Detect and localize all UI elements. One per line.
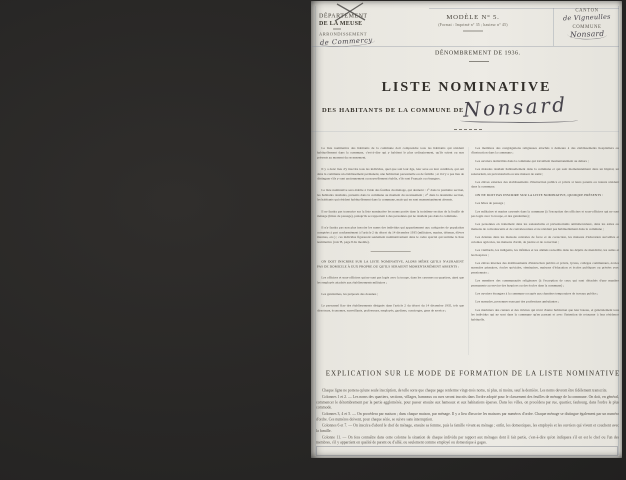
section-separator [370, 251, 410, 252]
instruction-section-heading: ON DOIT INSCRIRE SUR LA LISTE NOMINATIVE, ALORS MÊME QU'ILS N'AURAIENT PAS DE DOMICILE À EUX PROPRE OU QU'ILS SERAIENT MOMENTANÉMENT ABSENTS : [317, 259, 464, 269]
form-format-note: (Format : Imprimé n° 35 ; hauteur n° 45) [438, 22, 508, 27]
page-title: LISTE NOMINATIVE [381, 80, 552, 95]
form-model-box [423, 13, 523, 39]
instruction-item: Les hôtes de passage ; [475, 201, 505, 206]
ruled-line [553, 8, 554, 46]
department-label: DÉPARTEMENT [319, 12, 368, 19]
instruction-item: Les élèves externes des établissements d'instruction publics et privés si leurs parents ou tuteurs résident dans la commune. [471, 180, 619, 189]
explication-heading [325, 370, 626, 386]
instruction-paragraph: Il n'y faudra pas non plus inscrire les noms des individus qui appartiennent aux catégories de population comptées à part conformément à l'article 2 du décret du 14 décembre 1935 (militaires, marins, détenus, élèves internes, etc.) ; ces individus figureront seulement nominativement dans le cadre spécial qui termine la liste nominative (voir B, page 8 du modèle). [317, 225, 464, 244]
instruction-item: Le personnel fixe des établissements désignés dans l'article 2 du décret du 14 décembre 1935, tels que directeurs, économes, surveillants, professeurs, employés, gardiens, concierges, gens de service ; [317, 303, 464, 313]
bottom-frame-box [316, 446, 618, 456]
instruction-item: Les gendarmes, les préposés des douanes ; [321, 292, 379, 296]
department-box [319, 12, 399, 58]
commune-label: COMMUNE [572, 24, 602, 30]
canton-handwritten-value: de Vigneulles [563, 13, 611, 23]
canton-commune-box [555, 8, 619, 50]
instruction-item: Les membres des congrégations religieuses attachés à demeure à des établissements hospitaliers ou d'instruction dans la commune ; [471, 146, 619, 155]
handwriting-underline-flourish [460, 116, 578, 123]
instruction-paragraph: Il ne faudra pas transcrire sur la liste nominative les noms portés dans la troisième section de la feuille de ménage (hôtes de passage), puisqu'ils se rapportent à des personnes qui ne résident pas dans la commune. [317, 209, 464, 219]
instruction-item: Les personnes en traitement dans les sanatoriums et préventoriums antituberculeux, dans les asiles ou maisons de convalescents et de convalescentes et ne résidant pas habituellement dans la commune ; [471, 222, 619, 231]
instruction-item: Les militaires et marins casernés dans la commune (à l'exception des officiers et sous-officiers qui ne sont pas logés avec la troupe, et des gendarmes) ; [471, 209, 619, 219]
census-document-page [311, 1, 622, 458]
instruction-item: Les ouvriers étrangers à la commune occupés aux chantiers temporaires de travaux publics ; [475, 291, 599, 296]
instruction-paragraph: La liste nominative des habitants de la commune doit comprendre tous les habitants qui résident habituellement dans la commune, c'est-à-dire qui y habitent le plus ordinairement, qu'ils soient ou non présents au moment du recensement. [317, 146, 464, 160]
instruction-item: Les membres des communautés religieuses (à l'exception de ceux qui sont détachés d'une manière permanente au service des hospices ou des écoles dans la commune) ; [471, 279, 619, 288]
explication-paragraph: Colonne 11. — On fera connaître dans cette colonne la situation de chaque individu par rapport aux ménages dont il fait partie, c'est-à-dire qu'on indiquera s'il en est le chef ou l'un des membres, s'il y appartient en qualité de parent ou d'allié, ou seulement comme employé ou domestique à gages. [316, 435, 619, 445]
department-name: DE LA MEUSE [319, 19, 363, 27]
instruction-item: Les malades résidant habituellement dans la commune et qui sont momentanément dans un hôpital, un sanatorium, un préventorium ou une maison de santé ; [471, 167, 619, 176]
instruction-item: Les élèves internes des établissements d'instruction publics et privés, lycées, collèges communaux, écoles normales primaires, écoles spéciales, séminaires, maisons d'éducation et écoles publiques ou privées avec pensionnats ; [471, 261, 619, 275]
arrondissement-label: ARRONDISSEMENT [319, 31, 368, 37]
instruction-item: Les mariniers des canaux et des rivières qui n'ont d'autre habitation que leur bateau, et généralement tous les individus qui ne sont dans la commune qu'en passant et avec l'intention de retourner à leur résidence habituelle. [471, 308, 619, 322]
divider [333, 29, 341, 30]
canton-label: CANTON [575, 8, 599, 13]
commune-handwritten-value: Nonsard [567, 29, 607, 40]
explication-paragraph: Chaque ligne ne portera qu'une seule inscription, de telle sorte que chaque page renferme vingt-trois noms, ni plus, ni moins, sauf la dernière. Les noms devront être fidèlement transcrits. [321, 388, 608, 393]
explication-paragraph: Colonnes 6 et 7. — On inscrira d'abord le chef de ménage, ensuite sa femme, puis la famille vivant au ménage ; enfin, les domestiques, les employés et les ouvriers qui vivent et couchent avec la famille. [316, 423, 619, 433]
census-year-line [435, 49, 606, 64]
explication-paragraph: Colonnes 3, 4 et 5. — On procédera par maison ; dans chaque maison, par ménage. Il y a lieu d'inscrire les maisons par numéros d'ordre. Chaque ménage se distingue également par un numéro d'ordre. Ces numéros doivent, pour chaque série, se suivre sans interruption. [316, 411, 619, 422]
instruction-section-heading: ON NE DOIT PAS INSCRIRE SUR LA LISTE NOMINATIVE, QUOIQUE PRÉSENTS : [475, 193, 604, 197]
instruction-paragraph: Il y a donc lieu d'y inscrire tous les individus, quel que soit leur âge, leur sexe ou leur condition, qui ont dans la commune un établissement permanent, une habitation personnelle ou de famille ; et il n'y a pas lieu de distinguer s'ils y sont anciennement ou nouvellement établis, s'ils sont Français ou étrangers. [317, 167, 464, 181]
instructions-right-column [471, 146, 619, 359]
instruction-item: Les détenus dans les maisons centrales de force et de correction, les maisons d'éducation surveillée et colonies agricoles, les maisons d'arrêt, de justice et de correction ; [471, 235, 619, 244]
divider [469, 61, 489, 62]
divider [463, 31, 483, 32]
arrondissement-handwritten-value: de Commercy [319, 36, 375, 48]
title-ornament [454, 129, 482, 130]
instruction-item: Les vieillards, les indigents, les infirmes et les aliénés recueillis dans les dépôts de mendicité, les asiles et les hospices ; [471, 248, 619, 257]
instruction-item: Les nomades, personnes exerçant des professions ambulantes ; [475, 300, 560, 304]
column-divider-line [468, 147, 469, 355]
instructions-left-column [317, 146, 464, 355]
explication-section [316, 388, 619, 447]
explication-heading-text: EXPLICATION SUR LE MODE DE FORMATION DE LA LISTE NOMINATIVE [325, 370, 621, 378]
form-model-label: MODÈLE N° 5. [446, 13, 500, 21]
commune-name-handwritten: Nonsard [462, 92, 569, 122]
instruction-item: Les officiers et sous-officiers qui ne sont pas logés avec la troupe, dans les casernes ou quartiers, ainsi que les employés attachés aux établissements militaires ; [317, 275, 464, 285]
ruled-line [311, 131, 619, 132]
page-subtitle-text: DES HABITANTS DE LA COMMUNE DE [322, 106, 465, 114]
explication-paragraph: Colonnes 1 et 2. — Les noms des quartiers, sections, villages, hameaux ou rues seront inscrits dans l'ordre adopté pour le classement des feuilles de ménage de la commune. On doit, en général, commencer le dénombrement par la partie agglomérée, pour passer ensuite aux hameaux et aux habitations éparses. Dans les villes, on procédera par rue, quartier, faubourg, dans l'ordre le plus commode. [316, 394, 619, 410]
instruction-paragraph: La liste nominative sera établie à l'aide des feuilles du ménage, qui donnent : 1° dans la première section, les habitants résidants, présents dans la commune au moment du recensement ; 2° dans la deuxième section, les habitants qui résident habituellement dans la commune, mais qui en sont momentanément absents. [317, 188, 464, 202]
instruction-item: Les ouvriers domiciliés dans la commune qui travaillent momentanément au dehors ; [475, 159, 589, 163]
census-year-text: DÉNOMBREMENT DE 1936. [435, 49, 521, 56]
